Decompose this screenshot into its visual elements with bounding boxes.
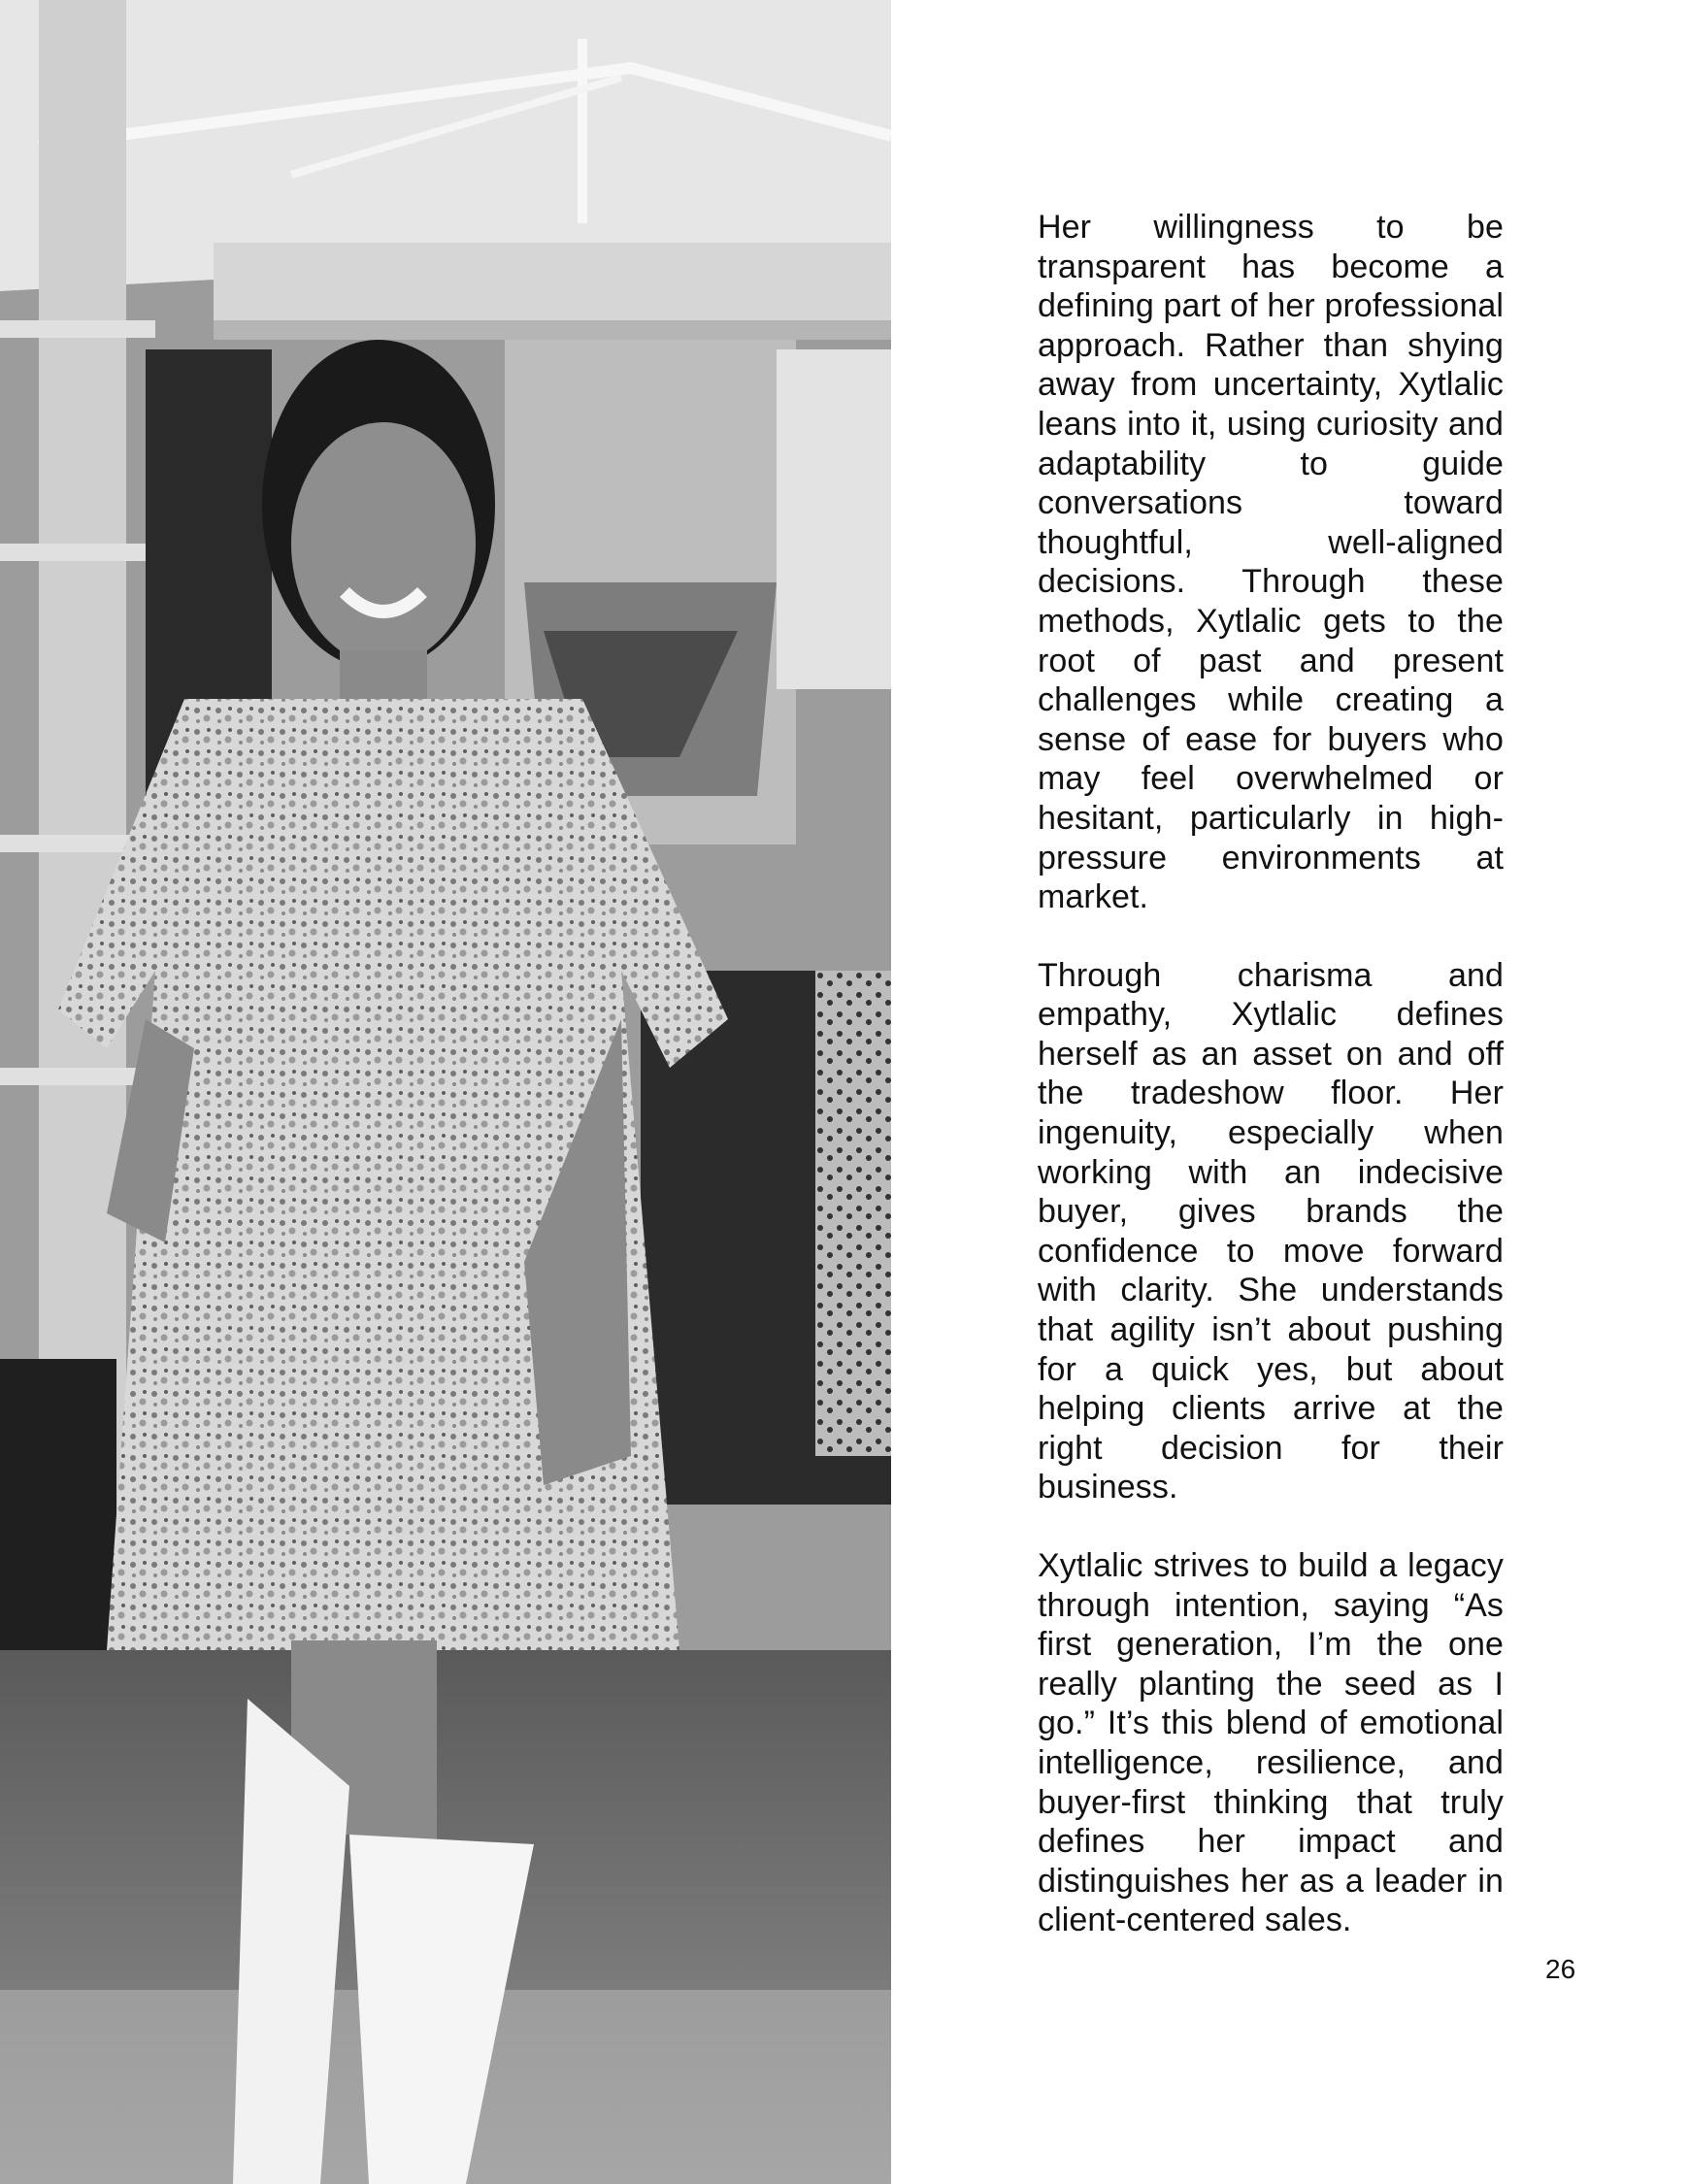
page-number: 26 bbox=[1545, 1954, 1576, 1984]
article-text bbox=[1038, 208, 1504, 1979]
paragraph-3: Xytlalic strives to build a legacy through intention, saying “As first generation, I’m the one really planting the seed as I go.” It’s this blend of emotional intelligence, resilience, and buyer-first thinking that truly defines her impact and distinguishes her as a leader in client-centered sales. bbox=[1038, 1547, 1504, 1939]
paragraph-1: Her willingness to be transparent has become a defining part of her professional approach. Rather than shying away from uncertainty, Xytlalic leans into it, using curiosity and adaptability to guide conversations toward thoughtful, well-aligned decisions. Through these methods, Xytlalic gets to the root of past and present challenges while creating a sense of ease for buyers who may feel overwhelmed or hesitant, particularly in high-pressure environments at market. bbox=[1038, 209, 1504, 916]
paragraph-2: Through charisma and empathy, Xytlalic defines herself as an asset on and off the tradeshow floor. Her ingenuity, especially when working with an indecisive buyer, gives brands the confidence to move forward with clarity. She understands that agility isn’t about pushing for a quick yes, but about helping clients arrive at the right decision for their business. bbox=[1038, 956, 1504, 1506]
